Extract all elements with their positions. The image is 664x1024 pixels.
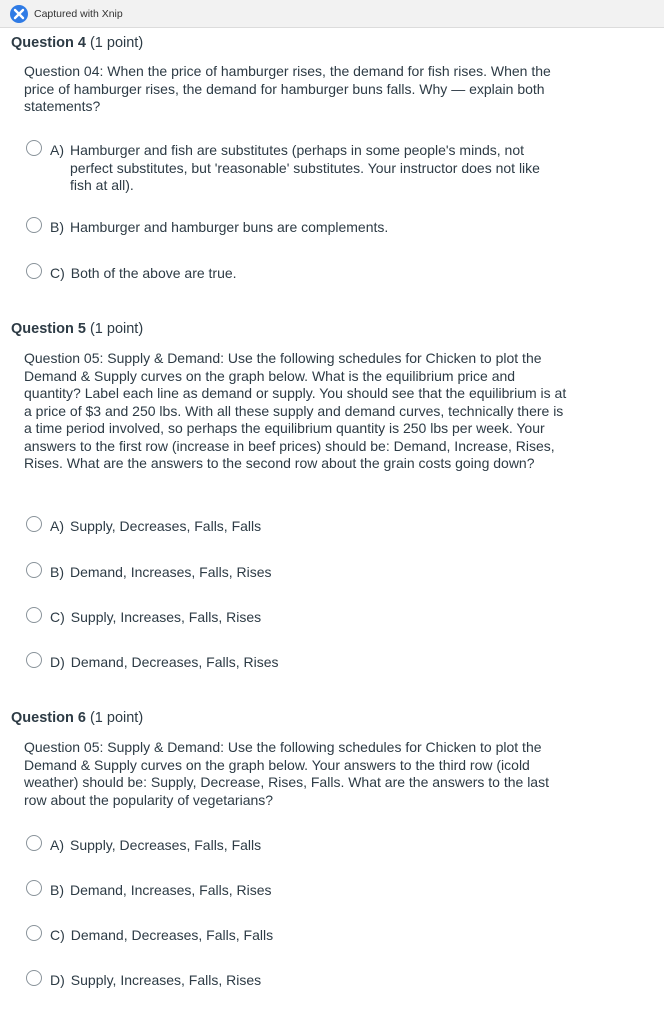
option-text: Supply, Decreases, Falls, Falls <box>70 518 262 534</box>
radio-button[interactable] <box>26 607 42 623</box>
radio-button[interactable] <box>26 562 42 578</box>
radio-button[interactable] <box>26 652 42 668</box>
option-text: Both of the above are true. <box>70 265 237 281</box>
option-letter: D) <box>50 654 65 670</box>
radio-button[interactable] <box>26 925 42 941</box>
option-letter: D) <box>50 972 65 988</box>
radio-button[interactable] <box>26 835 42 851</box>
question-points: (1 point) <box>89 321 144 337</box>
option-text: Hamburger and hamburger buns are complements. <box>70 219 389 235</box>
option-letter: B) <box>50 564 64 580</box>
option-letter: B) <box>50 882 64 898</box>
question-number: Question 5 <box>11 321 86 337</box>
option-letter: B) <box>50 219 64 235</box>
option-a[interactable] <box>26 837 565 855</box>
option-a[interactable] <box>26 518 565 536</box>
question-text: Question 04: When the price of hamburger rises, the demand for fish rises. When the price of hamburger rises, the demand for hamburger buns falls. Why — explain both statements? <box>24 63 551 114</box>
option-a[interactable] <box>26 142 565 195</box>
option-text: Demand, Increases, Falls, Rises <box>70 564 272 580</box>
option-letter: C) <box>50 927 65 943</box>
radio-button[interactable] <box>26 140 42 156</box>
option-letter: A) <box>50 837 64 853</box>
radio-button[interactable] <box>26 516 42 532</box>
option-text: Hamburger and fish are substitutes (perhaps in some people's minds, not perfect substitutes, but 'reasonable' substitutes. Your instructor does not like fish at all). <box>70 142 540 193</box>
option-letter: C) <box>50 609 65 625</box>
option-letter: A) <box>50 142 64 158</box>
question-title <box>11 321 143 337</box>
option-text: Supply, Increases, Falls, Rises <box>70 609 262 625</box>
option-b[interactable] <box>26 564 565 582</box>
radio-button[interactable] <box>26 970 42 986</box>
radio-button[interactable] <box>26 217 42 233</box>
option-c[interactable] <box>26 265 566 283</box>
option-text: Supply, Increases, Falls, Rises <box>70 972 262 988</box>
question-number: Question 6 <box>11 710 86 726</box>
radio-button[interactable] <box>26 880 42 896</box>
option-c[interactable] <box>26 927 566 945</box>
option-d[interactable] <box>26 972 566 990</box>
option-text: Demand, Decreases, Falls, Falls <box>70 927 274 943</box>
capture-label: Captured with Xnip <box>34 7 123 20</box>
question-points: (1 point) <box>89 710 144 726</box>
question-points: (1 point) <box>89 35 144 51</box>
question-text: Question 05: Supply & Demand: Use the following schedules for Chicken to plot the Demand & Supply curves on the graph below. Your answers to the third row (icold weather) should be: Supply, Decrease, Rises, Falls. What are the answers to the last row about the popularity of vegetarians? <box>24 739 549 808</box>
option-b[interactable] <box>26 882 565 900</box>
option-text: Demand, Decreases, Falls, Rises <box>70 654 279 670</box>
capture-bar <box>0 0 664 28</box>
question-text: Question 05: Supply & Demand: Use the following schedules for Chicken to plot the Demand & Supply curves on the graph below. What is the equilibrium price and quantity? Label each line as demand or supply. You should see that the equilibrium is at a price of $3 and 250 lbs. With all these supply and demand curves, technically there is a time period involved, so perhaps the equilibrium quantity is 250 lbs per week. Your answers to the first row (increase in beef prices) should be: Demand, Increase, Rises, Rises. What are the answers to the second row about the grain costs going down? <box>24 350 567 471</box>
option-c[interactable] <box>26 609 566 627</box>
question-number: Question 4 <box>11 35 86 51</box>
question-title <box>11 35 143 51</box>
question-title <box>11 710 143 726</box>
option-letter: C) <box>50 265 65 281</box>
option-letter: A) <box>50 518 64 534</box>
radio-button[interactable] <box>26 263 42 279</box>
option-text: Supply, Decreases, Falls, Falls <box>70 837 262 853</box>
option-d[interactable] <box>26 654 566 672</box>
xnip-logo-icon <box>10 5 28 23</box>
option-b[interactable] <box>26 219 565 237</box>
option-text: Demand, Increases, Falls, Rises <box>70 882 272 898</box>
